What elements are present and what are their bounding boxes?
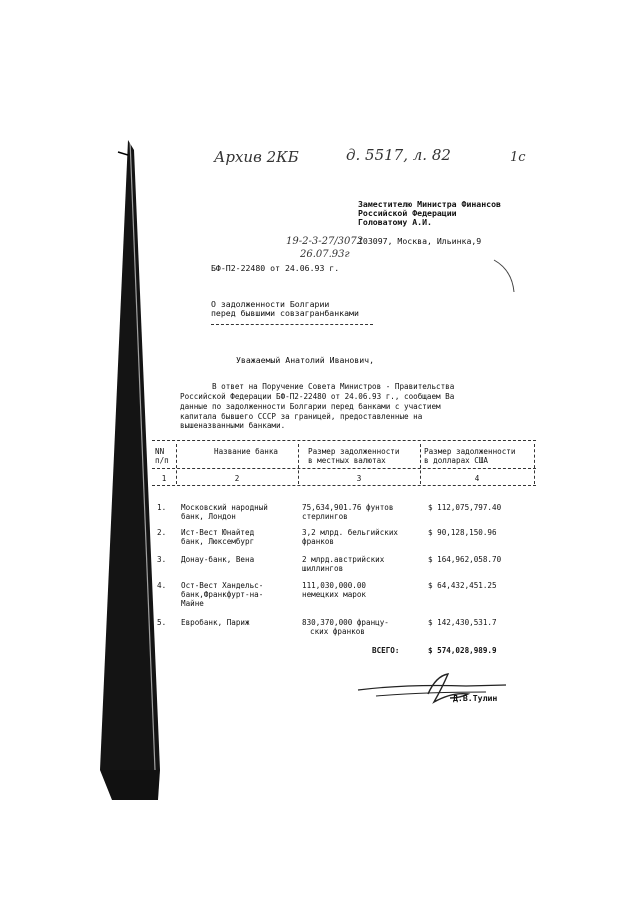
total-label: ВСЕГО:: [372, 646, 400, 655]
usd-amount: $ 90,128,150.96: [428, 528, 497, 537]
col-number-3: 3: [356, 474, 362, 483]
usd-amount: $ 142,430,531.7: [428, 618, 497, 627]
table-col-sep-4: [534, 444, 535, 484]
bank-name-line-2: банк, Лондон: [181, 512, 236, 521]
bank-name-line-1: Ост-Вест Хандельс-: [181, 581, 264, 590]
bank-name-line-1: Московский народный: [181, 503, 268, 512]
total-value: $ 574,028,989.9: [428, 646, 497, 655]
body-line-1: В ответ на Поручение Совета Министров - Правительства: [212, 382, 455, 391]
local-amount-line-2: франков: [302, 537, 335, 546]
registration-date: 26.07.93г: [300, 249, 350, 260]
bank-name-line-3: Майне: [181, 599, 204, 608]
archive-mark: Архив 2КБ: [214, 148, 299, 166]
addressee-line-3: Головатому А.И.: [358, 217, 432, 227]
col-number-4: 4: [474, 474, 480, 483]
folio-mark: д. 5517, л. 82: [346, 146, 451, 164]
bank-name-line-1: Ист-Вест Юнайтед: [181, 528, 255, 537]
subject-line-1: О задолженности Болгарии: [211, 299, 330, 309]
table-top-rule: [152, 440, 536, 441]
header-bank: Название банка: [214, 447, 279, 456]
addressee-address: 103097, Москва, Ильинка,9: [358, 236, 482, 246]
body-line-3: данные по задолженности Болгарии перед банками с участием: [180, 402, 441, 411]
salutation: Уважаемый Анатолий Иванович,: [236, 355, 375, 365]
local-amount-line-1: 75,634,901.76 фунтов: [302, 503, 394, 512]
row-number: 5.: [157, 618, 167, 627]
header-local-2: в местных валютах: [308, 456, 386, 465]
bank-name-line-1: Евробанк, Париж: [181, 618, 250, 627]
local-amount-line-1: 3,2 млрд. бельгийских: [302, 528, 399, 537]
registration-number: 19-2-3-27/3072: [286, 236, 364, 247]
local-amount-line-2: немецких марок: [302, 590, 367, 599]
row-number: 4.: [157, 581, 167, 590]
table-colnum-rule: [152, 485, 536, 486]
margin-pencil-mark: [490, 258, 520, 296]
row-number: 3.: [157, 555, 167, 564]
usd-amount: $ 64,432,451.25: [428, 581, 497, 590]
reference-number: БФ-П2-22480 от 24.06.93 г.: [211, 263, 340, 273]
header-usd-1: Размер задолженности: [424, 447, 516, 456]
body-line-2: Российской Федерации БФ-П2-22480 от 24.06.93 г., сообщаем Ва: [180, 392, 455, 401]
body-line-4: капитала бывшего СССР за границей, предоставленные на: [180, 412, 423, 421]
signatory-name: Д.В.Тулин: [453, 693, 498, 703]
header-local-1: Размер задолженности: [308, 447, 400, 456]
addressee-line-1: Заместителю Министра Финансов: [358, 199, 501, 209]
header-nn-sub: п/п: [155, 456, 169, 465]
local-amount-line-1: 2 млрд.австрийских: [302, 555, 385, 564]
table-header-rule: [152, 468, 536, 469]
subject-line-2: перед бывшими совзагранбанками: [211, 308, 359, 318]
local-amount-line-2: шиллингов: [302, 564, 344, 573]
local-amount-line-1: 111,030,000.00: [302, 581, 367, 590]
local-amount-line-1: 830,370,000 францу-: [302, 618, 389, 627]
body-line-5: вышеназванными банками.: [180, 421, 286, 430]
bank-name-line-2: банк, Люксембург: [181, 537, 255, 546]
col-number-1: 1: [161, 474, 167, 483]
row-number: 1.: [157, 503, 167, 512]
local-amount-line-2: стерлингов: [302, 512, 348, 521]
local-amount-line-2: ских франков: [310, 627, 365, 636]
header-usd-2: в долларах США: [424, 456, 489, 465]
handwritten-signature: [356, 670, 526, 710]
bank-name-line-2: банк,Франкфурт-на-: [181, 590, 264, 599]
bank-name-line-1: Донау-банк, Вена: [181, 555, 255, 564]
addressee-line-2: Российской Федерации: [358, 208, 457, 218]
row-number: 2.: [157, 528, 167, 537]
usd-amount: $ 164,962,058.70: [428, 555, 502, 564]
page-number-mark: 1с: [510, 150, 526, 165]
col-number-2: 2: [234, 474, 240, 483]
header-nn: NN: [155, 447, 165, 456]
subject-underline: [211, 324, 373, 325]
usd-amount: $ 112,075,797.40: [428, 503, 502, 512]
